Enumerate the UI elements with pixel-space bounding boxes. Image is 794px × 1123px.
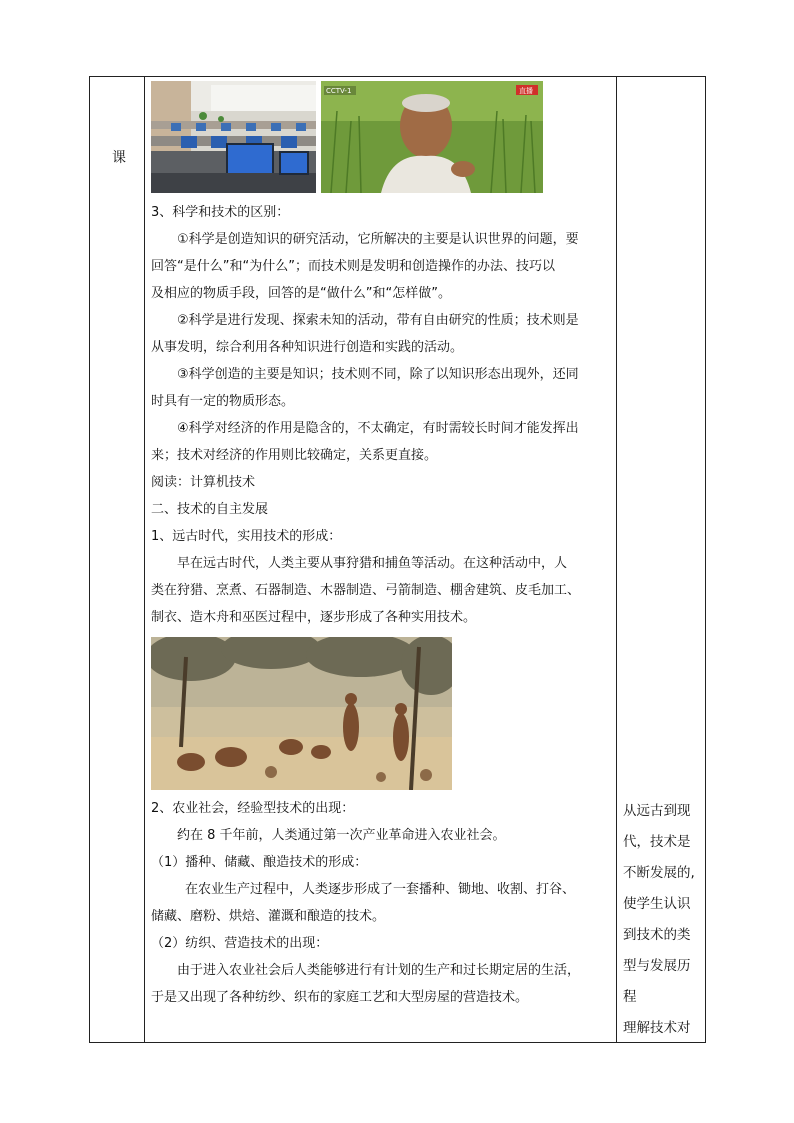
content-column (145, 77, 616, 1042)
side-note-line: 从远古到现 (623, 803, 691, 819)
live-badge-text: 直播 (519, 87, 533, 95)
paragraph-1-line-2: 回答“是什么”和“为什么”；而技术则是发明和创造操作的办法、技巧以 (151, 259, 555, 274)
notes-column (617, 77, 705, 1042)
subsection-1-title: （1）播种、储藏、酿造技术的形成： (151, 855, 368, 870)
paragraph-3-line-1: ③科学创造的主要是知识；技术则不同，除了以知识形态出现外，还同 (177, 367, 579, 382)
ancient-line-3: 制衣、造木舟和巫医过程中，逐步形成了各种实用技术。 (151, 610, 477, 625)
section-2-1-title: 1、远古时代，实用技术的形成： (151, 529, 342, 544)
subsection-2-line-1: 由于进入农业社会后人类能够进行有计划的生产和过长期定居的生活， (177, 963, 581, 978)
side-note-line: 到技术的类 (623, 927, 691, 943)
paragraph-4-line-1: ④科学对经济的作用是隐含的，不太确定，有时需较长时间才能发挥出 (177, 421, 579, 436)
subsection-2-line-2: 于是又出现了各种纺纱、织布的家庭工艺和大型房屋的营造技术。 (151, 990, 529, 1005)
paragraph-1-line-1: ①科学是创造知识的研究活动，它所解决的主要是认识世界的问题，要 (177, 232, 579, 247)
subsection-1-line-1: 在农业生产过程中，人类逐步形成了一套播种、锄地、收割、打谷、 (185, 882, 576, 897)
side-note-line: 型与发展历 (623, 958, 691, 974)
ancient-line-1: 早在远古时代，人类主要从事狩猎和捕鱼等活动。在这种活动中，人 (177, 556, 568, 571)
side-note-line: 代，技术是 (623, 834, 691, 850)
side-note-line: 不断发展的, (623, 865, 695, 881)
agriculture-line: 约在 8 千年前，人类通过第一次产业革命进入农业社会。 (177, 828, 506, 843)
section-2-heading: 二、技术的自主发展 (151, 502, 269, 517)
side-note-line: 理解技术对 (623, 1020, 691, 1036)
side-note-line: 程 (623, 989, 637, 1005)
computer-lab-photo (151, 81, 316, 193)
paragraph-2-line-1: ②科学是进行发现、探索未知的活动，带有自由研究的性质；技术则是 (177, 313, 579, 328)
tv-logo-text: CCTV-1 (326, 87, 352, 95)
side-note-line: 使学生认识 (623, 896, 691, 912)
lesson-table (89, 76, 706, 1043)
label-column (90, 77, 144, 1042)
section-3-title: 3、科学和技术的区别： (151, 205, 290, 220)
ancient-line-2: 类在狩猎、烹煮、石器制造、木器制造、弓箭制造、棚舍建筑、皮毛加工、 (151, 583, 581, 598)
paragraph-4-line-2: 来；技术对经济的作用则比较确定，关系更直接。 (151, 448, 438, 463)
reading-line: 阅读：计算机技术 (151, 475, 256, 490)
paragraph-2-line-2: 从事发明，综合利用各种知识进行创造和实践的活动。 (151, 340, 464, 355)
paragraph-3-line-2: 时具有一定的物质形态。 (151, 394, 295, 409)
primitive-society-illustration (151, 637, 452, 790)
paragraph-1-line-3: 及相应的物质手段，回答的是“做什么”和“怎样做”。 (151, 286, 451, 301)
subsection-2-title: （2）纺织、营造技术的出现： (151, 936, 329, 951)
rice-field-photo (321, 81, 543, 193)
section-2-2-title: 2、农业社会，经验型技术的出现： (151, 801, 355, 816)
column-label: 课 (112, 150, 126, 166)
subsection-1-line-2: 储藏、磨粉、烘焙、灌溉和酿造的技术。 (151, 909, 386, 924)
